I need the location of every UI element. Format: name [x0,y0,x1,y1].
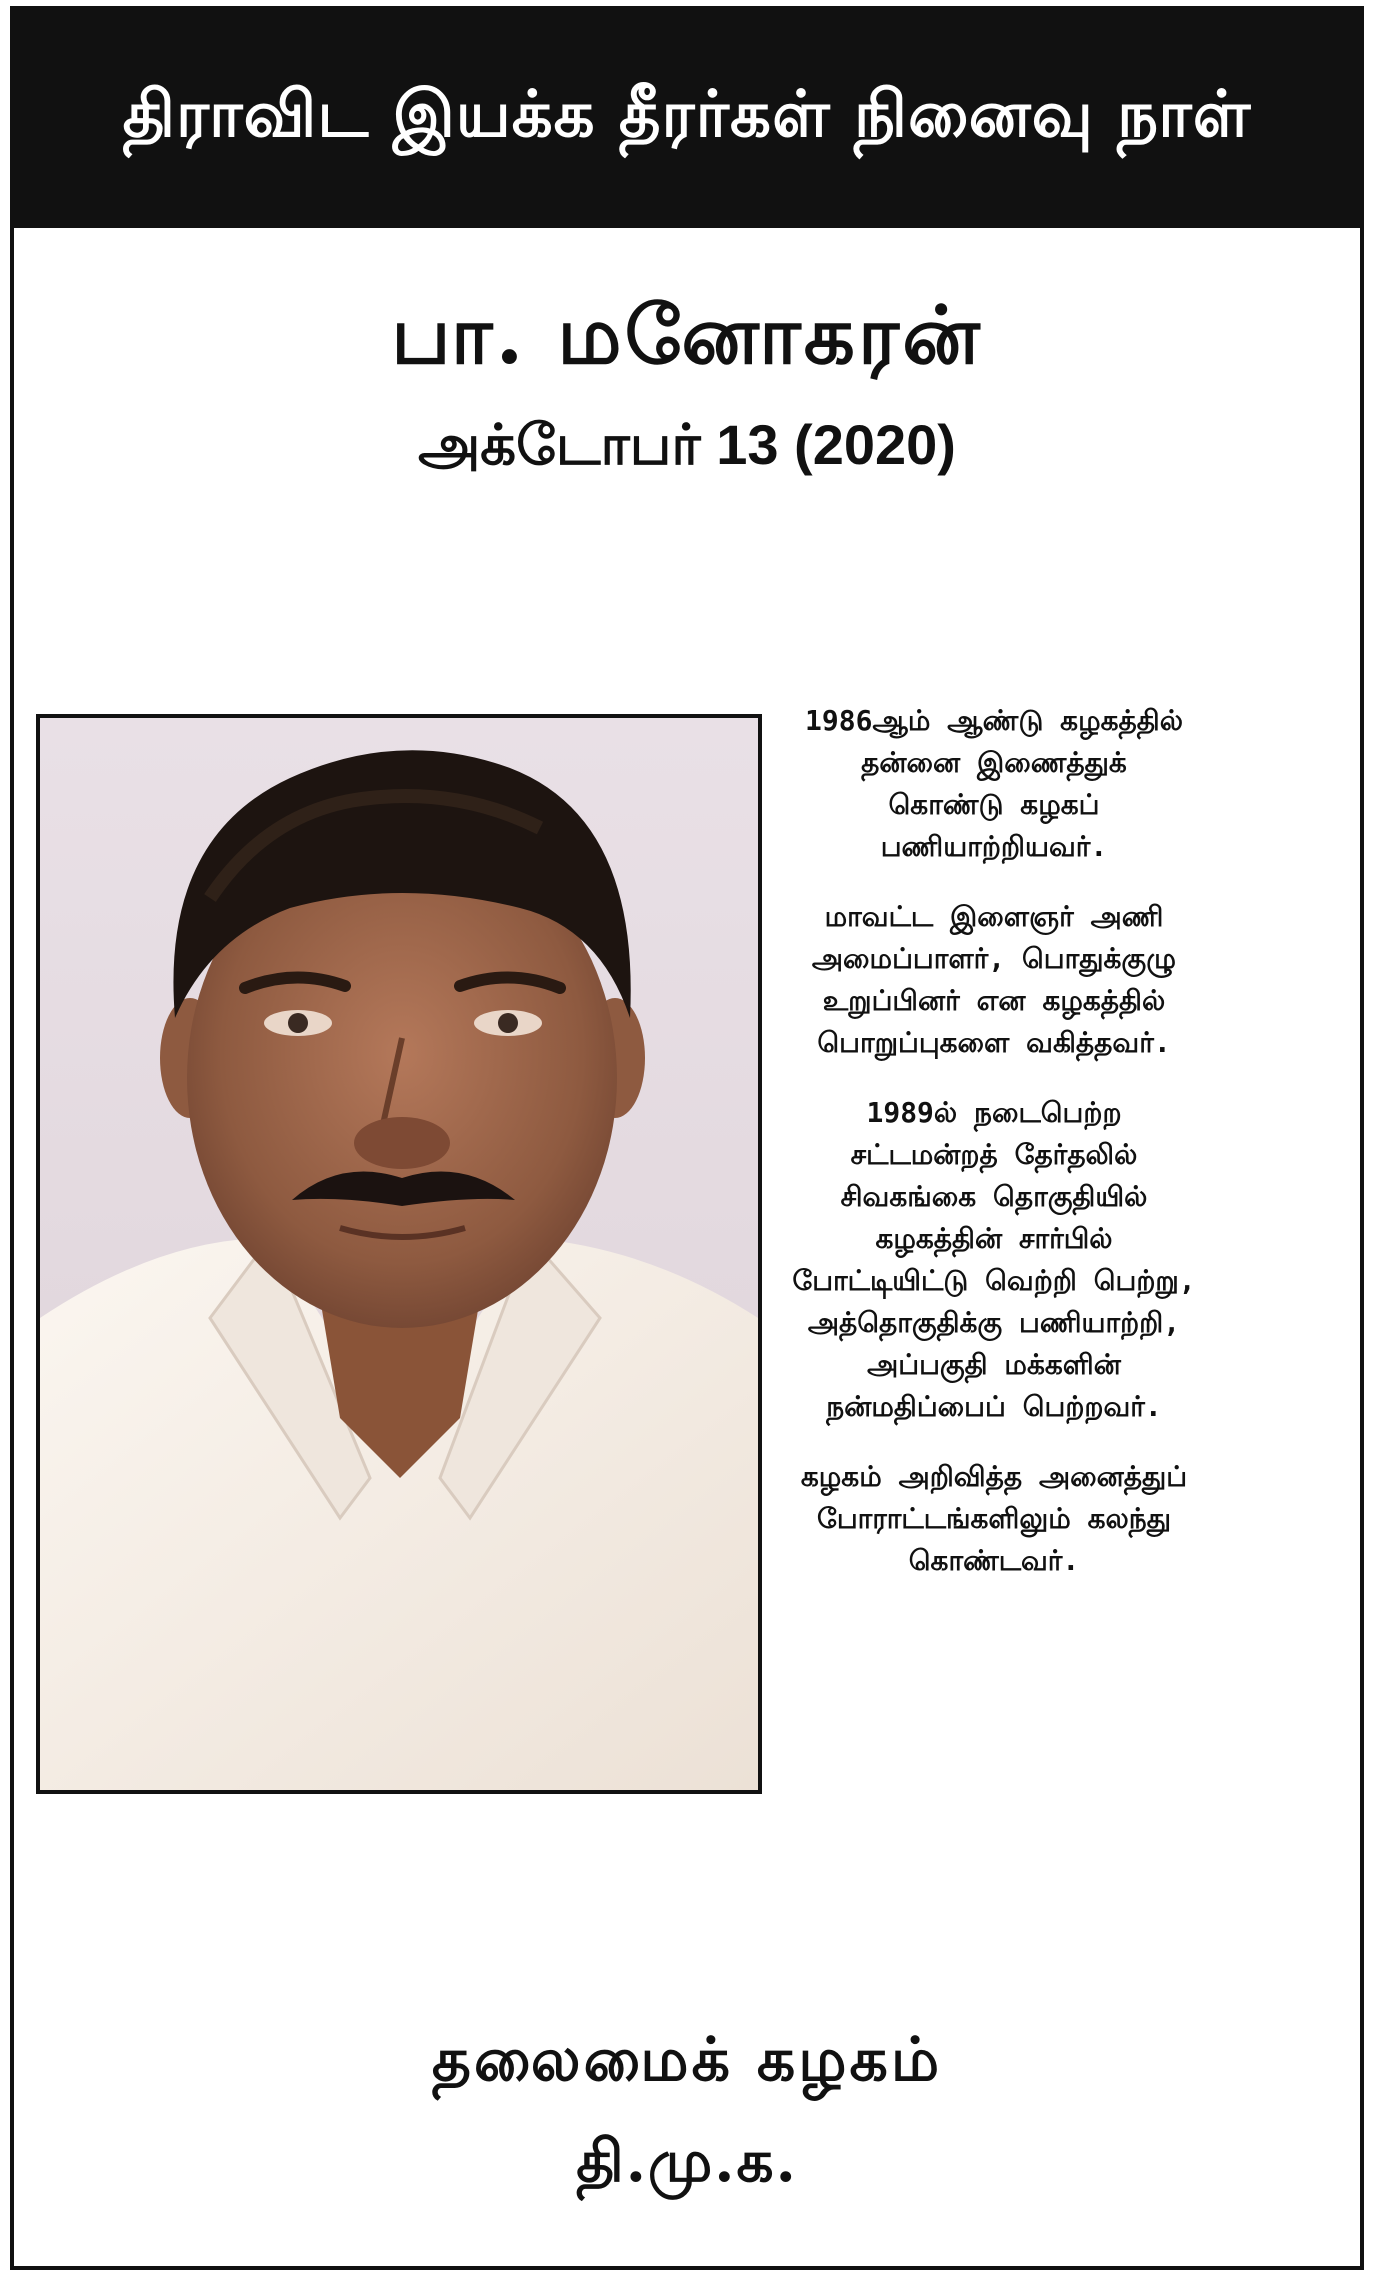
banner-title: திராவிட இயக்க தீரர்கள் நினைவு நாள் [122,78,1252,152]
bio-paragraph-2 [769,896,1219,1064]
bio-line: போராட்டங்களிலும் கலந்து [816,1502,1172,1535]
bio-line: சட்டமன்றத் தேர்தலில் [850,1138,1138,1171]
bio-line: 1986ஆம் ஆண்டு கழகத்தில் [805,704,1183,737]
biography [769,700,1219,1610]
bio-line: பொறுப்புகளை வகித்தவர். [817,1026,1171,1059]
memorial-poster [10,6,1364,2270]
bio-line: நன்மதிப்பைப் பெற்றவர். [826,1390,1162,1423]
bio-line: மாவட்ட இளைஞர் அணி [824,900,1164,933]
portrait-illustration [40,718,758,1790]
bio-paragraph-4 [769,1456,1219,1582]
bio-line: கழகத்தின் சார்பில் [875,1222,1113,1255]
bio-line: கழகம் அறிவித்த அனைத்துப் [800,1460,1188,1493]
bio-line: போட்டியிட்டு வெற்றி பெற்று, [792,1264,1196,1297]
bio-line: 1989ல் நடைபெற்ற [866,1096,1122,1129]
bio-line: உறுப்பினர் என கழகத்தில் [822,984,1166,1017]
footer-organization: தலைமைக் கழகம் [431,2025,943,2095]
person-name: பா. மனோகரன் [391,288,983,382]
footer-party: தி.மு.க. [576,2127,798,2195]
header-banner [14,10,1360,228]
bio-line: அமைப்பாளர், பொதுக்குழு [811,942,1177,975]
bio-paragraph-1 [769,700,1219,868]
bio-line: அப்பகுதி மக்களின் [867,1348,1121,1381]
memorial-date: அக்டோபர் 13 (2020) [418,413,956,476]
portrait-photo [36,714,762,1794]
bio-line: கொண்டவர். [908,1544,1080,1577]
bio-line: கொண்டு கழகப் [888,788,1100,821]
bio-line: தன்னை இணைத்துக் [861,746,1127,779]
bio-line: அத்தொகுதிக்கு பணியாற்றி, [807,1306,1181,1339]
bio-line: பணியாற்றியவர். [880,830,1108,863]
bio-paragraph-3 [769,1092,1219,1428]
bio-line: சிவகங்கை தொகுதியில் [840,1180,1148,1213]
